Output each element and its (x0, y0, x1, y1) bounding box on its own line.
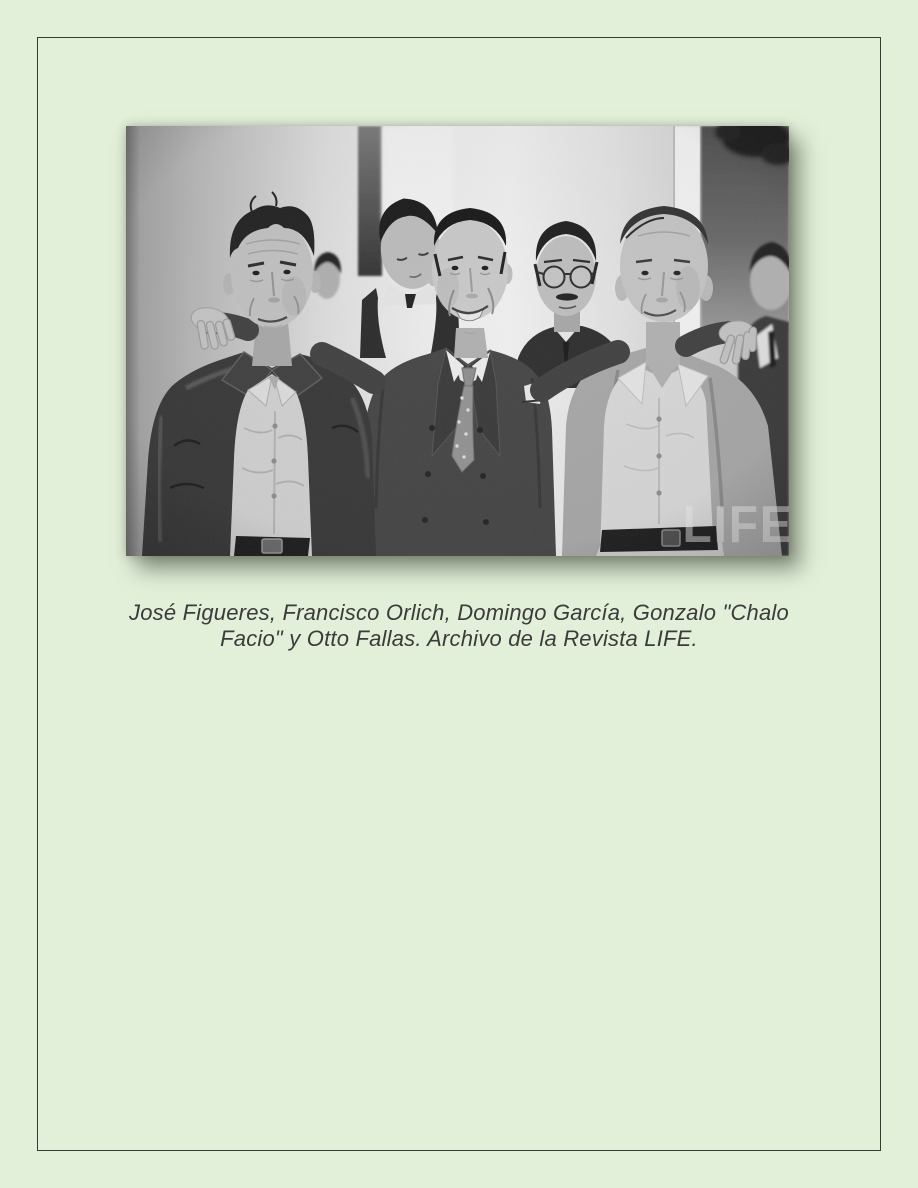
photo (126, 126, 789, 556)
caption-line-1: José Figueres, Francisco Orlich, Domingo García, Gonzalo "Chalo (129, 600, 789, 625)
caption-line-2: Facio" y Otto Fallas. Archivo de la Revista LIFE. (220, 626, 698, 651)
photo-caption (0, 600, 918, 652)
photo-illustration (126, 126, 789, 556)
